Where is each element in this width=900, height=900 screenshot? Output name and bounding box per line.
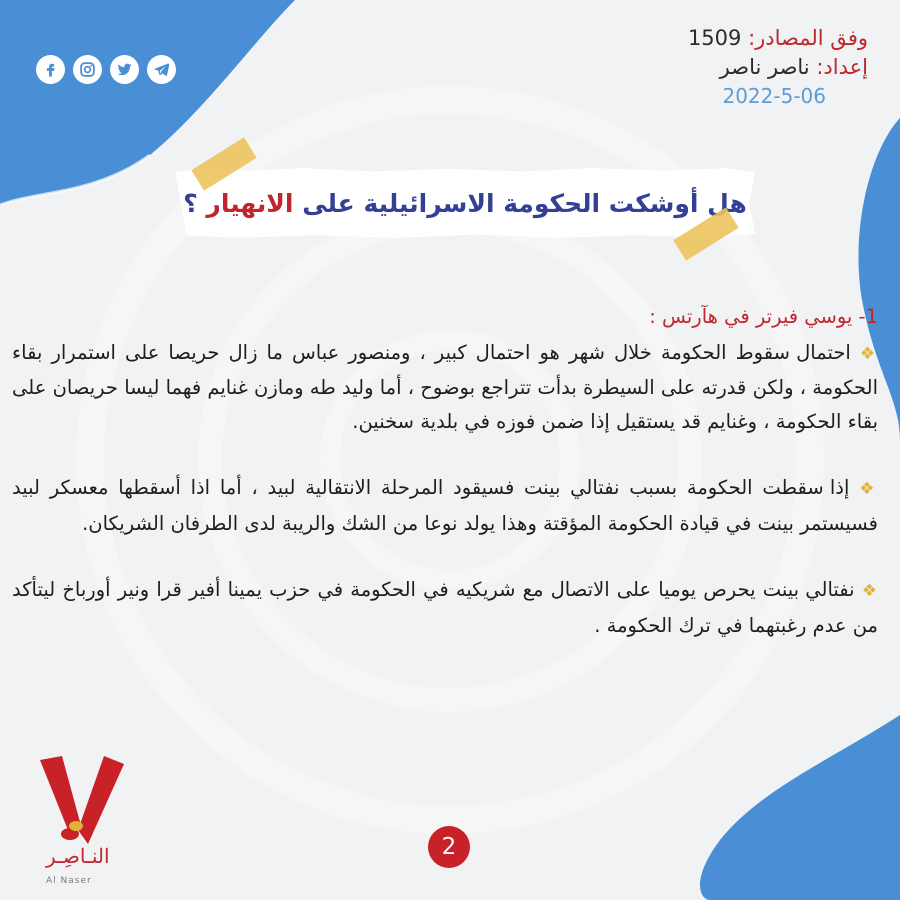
- twitter-icon[interactable]: [110, 55, 139, 84]
- article-body: [12, 300, 878, 642]
- logo-arabic-text: النـاصِـر: [46, 844, 110, 868]
- paragraph-2-text: إذا سقطت الحكومة بسبب نفتالي بينت فسيقود المرحلة الانتقالية لبيد ، أما اذا أسقطها معسكر لبيد فسيستمر بينت في قيادة الحكومة المؤقتة وهذا يولد نوعا من الشك والريبة لدى الطرفان الشريكان.: [12, 476, 878, 535]
- header-meta: [688, 24, 868, 111]
- paragraph-3: [12, 573, 878, 642]
- bullet-icon: ❖: [861, 581, 878, 601]
- social-icons: [36, 55, 176, 84]
- page-title: [175, 168, 755, 238]
- author-value: ناصر ناصر: [719, 55, 810, 79]
- author-label: إعداد:: [816, 55, 868, 79]
- sources-label: وفق المصادر:: [748, 26, 868, 50]
- al-naser-logo: [28, 752, 138, 894]
- bullet-icon: ❖: [859, 343, 878, 364]
- article-heading: 1- يوسي فيرتر في هآرتس :: [649, 305, 878, 328]
- instagram-icon[interactable]: [73, 55, 102, 84]
- paragraph-1: [12, 336, 878, 439]
- paragraph-1-text: احتمال سقوط الحكومة خلال شهر هو احتمال كبير ، ومنصور عباس ما زال حريصا على استمرار بقاء الحكومة ، ولكن قدرته على السيطرة بدأت تتراجع بوضوح ، أما وليد طه ومازن غنايم فهما ليسا حريصان على بقاء الحكومة ، وغنايم قد يستقيل إذا ضمن فوزه في بلدية سخنين.: [12, 340, 878, 433]
- telegram-icon[interactable]: [147, 55, 176, 84]
- paragraph-3-text: نفتالي بينت يحرص يوميا على الاتصال مع شريكيه في الحكومة في حزب يمينا أفير قرا ونير أورباخ ليتأكد من عدم رغبتهما في ترك الحكومة .: [12, 578, 878, 637]
- title-end: ؟: [183, 188, 207, 218]
- title-main: هل أوشكت الحكومة الاسرائيلية على: [293, 188, 747, 218]
- bottom-right-blue-shape: [700, 715, 900, 900]
- paragraph-2: [12, 471, 878, 540]
- facebook-icon[interactable]: [36, 55, 65, 84]
- page-number: 2: [428, 826, 470, 868]
- logo-english-text: Al Naser: [46, 876, 92, 886]
- sources-value: 1509: [687, 26, 742, 50]
- bullet-icon: ❖: [859, 479, 878, 499]
- publish-date: 2022-5-06: [722, 84, 826, 108]
- sources-line: [688, 24, 868, 53]
- author-line: [688, 53, 868, 82]
- title-highlight: الانهيار: [206, 188, 294, 218]
